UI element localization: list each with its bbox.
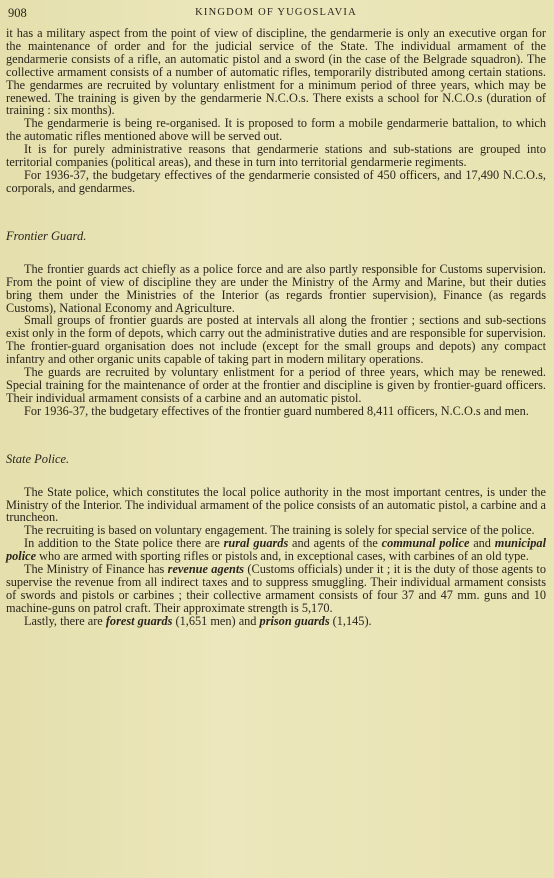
frontier-paragraph-3: The guards are recruited by voluntary enlistment for a period of three years, which may be renewed. Special training for the maintenance of order at the frontier and discipline is given by frontier-guard officers. Their individual armament consists of a carbine and an automatic pistol. [6, 365, 546, 405]
frontier-paragraph-2: Small groups of frontier guards are posted at intervals all along the frontier ; sections and sub-sections exist only in the form of depots, which carry out the administrative duties and are responsible for supervision. The frontier-guard organisation does not include (except for the small groups and depots) any compact infantry and other organic units capable of taking part in modern military operations. [6, 313, 546, 367]
police-paragraph-3 [6, 537, 546, 563]
page-header [6, 4, 546, 24]
running-title: KINGDOM OF YUGOSLAVIA [195, 7, 357, 18]
text-run: who are armed with sporting rifles or pistols and, in exceptional cases, with carbines of an old type. [36, 549, 529, 564]
text-run: and [469, 536, 495, 551]
term-municipal-police: municipal police [6, 536, 546, 564]
text-run: The Ministry of Finance has [24, 562, 168, 577]
gendarmerie-paragraph-1: it has a military aspect from the point of view of discipline, the gendarmerie is only an executive organ for the maintenance of order and for the judicial service of the State. The individual armament of the gendarmerie consists of a rifle, an automatic pistol and a sword (in the case of the Belgrade squadron). The collective armament consists of a number of automatic rifles, temporarily distributed among certain stations. The gendarmes are recruited by voluntary enlistment for a minimum period of three years, which may be renewed. The training is given by the gendarmerie N.C.O.s. There exists a school for N.C.O.s (duration of training : six months). [6, 26, 546, 118]
text-run: (1,145). [329, 613, 372, 628]
section-heading-state-police: State Police. [6, 451, 70, 466]
police-paragraph-5 [6, 615, 546, 628]
page [6, 4, 546, 628]
police-paragraph-1: The State police, which constitutes the local police authority in the most important centres, is under the Ministry of the Interior. The individual armament of the police consists of an automatic pistol, a carbine and a truncheon. [6, 484, 547, 525]
text-run: (Customs officials) under it ; it is the duty of those agents to supervise the revenue from all indirect taxes and to suppress smuggling. Their individual armament consists of swords and pistols or carbines ; their collective armament consists of four 37 and 47 mm. guns and 10 machine-guns on patrol craft. Their approximate strength is 5,170. [6, 562, 546, 615]
term-communal-police: communal police [381, 536, 470, 551]
text-run: Lastly, there are [24, 613, 106, 628]
term-prison-guards: prison guards [259, 613, 330, 628]
police-paragraph-4 [6, 563, 546, 615]
frontier-paragraph-4: For 1936-37, the budgetary effectives of the frontier guard numbered 8,411 officers, N.C.O.s and men. [24, 403, 529, 418]
gendarmerie-paragraph-3: It is for purely administrative reasons that gendarmerie stations and sub-stations are grouped into territorial companies (political areas), and these in turn into territorial gendarmerie regiments. [6, 142, 546, 170]
text-run: (1,651 men) and [172, 613, 260, 628]
term-revenue-agents: revenue agents [167, 562, 245, 577]
frontier-paragraph-1: The frontier guards act chiefly as a police force and are also partly responsible for Customs supervision. From the point of view of discipline they are under the Ministry of the Army and Marine, but their duties bring them under the Ministries of the Interior (as regards frontier supervision), Finance (as regards Customs), National Economy and Agriculture. [6, 261, 546, 315]
term-forest-guards: forest guards [105, 613, 173, 628]
gendarmerie-paragraph-4: For 1936-37, the budgetary effectives of the gendarmerie consisted of 450 officers, and 17,490 N.C.O.s, corporals, and gendarmes. [6, 167, 546, 195]
text-run: and agents of the [288, 536, 382, 551]
text-run: In addition to the State police there are [24, 536, 224, 551]
gendarmerie-paragraph-2: The gendarmerie is being re-organised. It is proposed to form a mobile gendarmerie battalion, to which the automatic rifles mentioned above will be served out. [6, 116, 546, 144]
page-number: 908 [8, 6, 27, 20]
section-heading-frontier-guard: Frontier Guard. [6, 228, 87, 243]
police-paragraph-2: The recruiting is based on voluntary engagement. The training is solely for special service of the police. [24, 523, 535, 538]
term-rural-guards: rural guards [223, 536, 289, 551]
